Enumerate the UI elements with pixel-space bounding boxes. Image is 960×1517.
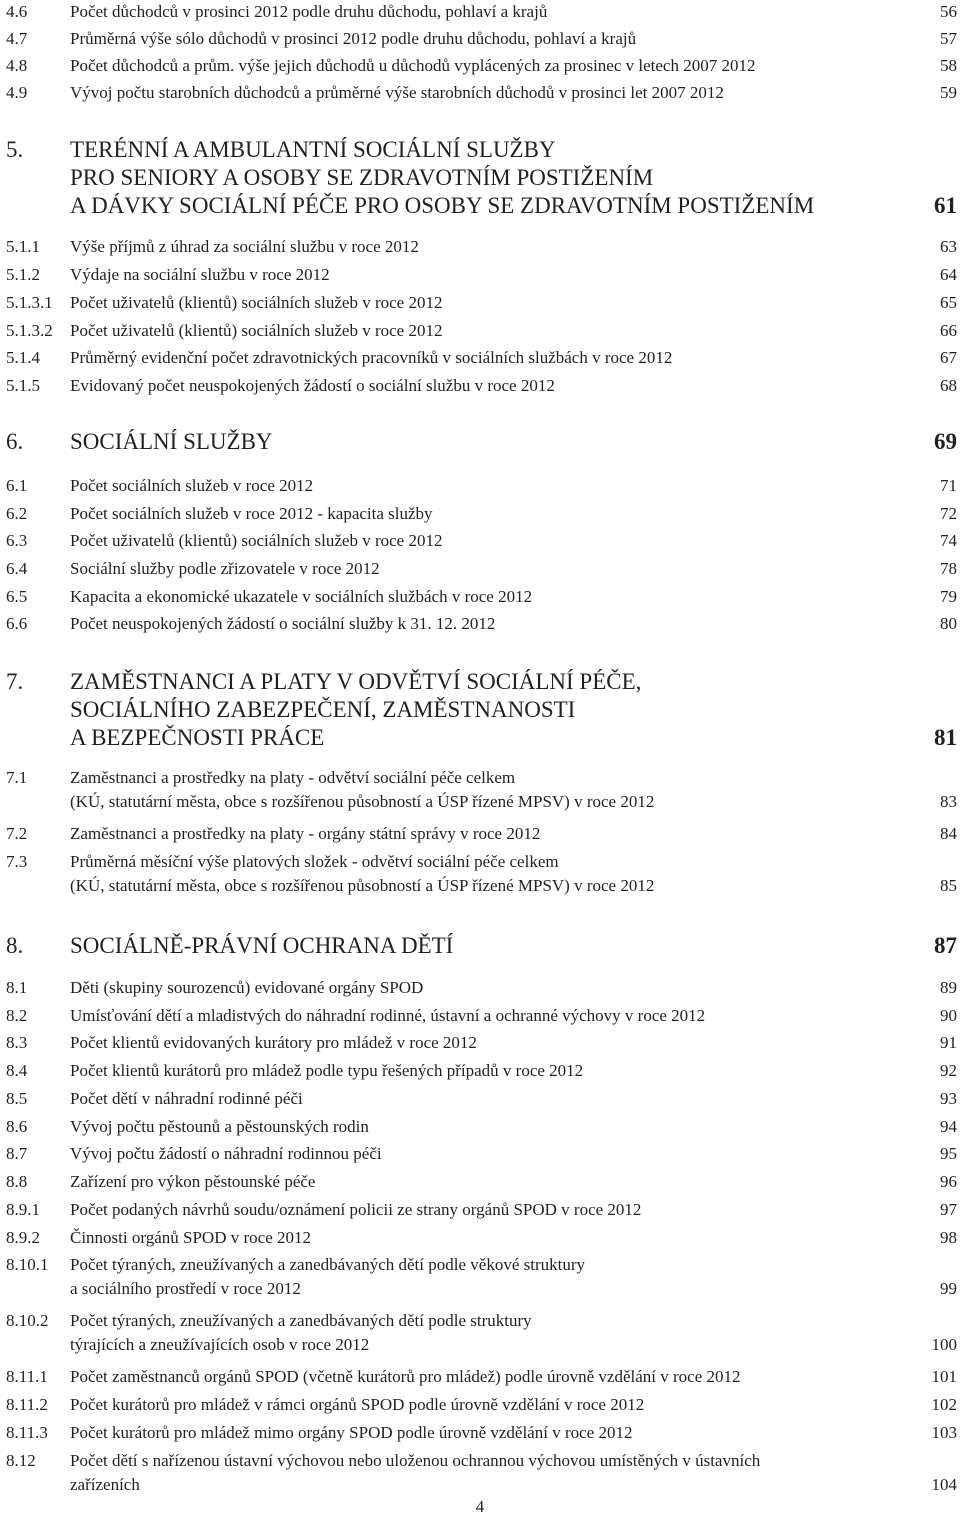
section-number: 6. bbox=[6, 429, 24, 454]
entry-number: 8.3 bbox=[6, 1033, 28, 1052]
entry-number: 7.3 bbox=[6, 852, 28, 871]
entry-title: Vývoj počtu žádostí o náhradní rodinnou péči bbox=[70, 1144, 382, 1163]
entry-page: 67 bbox=[940, 348, 957, 367]
entry-number: 8.1 bbox=[6, 978, 28, 997]
entry-number: 5.1.3.1 bbox=[6, 293, 53, 312]
entry-page: 56 bbox=[940, 2, 957, 21]
entry-page: 89 bbox=[940, 978, 957, 997]
entry-page: 83 bbox=[940, 792, 957, 811]
entry-page: 63 bbox=[940, 237, 957, 256]
entry-page: 71 bbox=[940, 476, 957, 495]
entry-number: 7.2 bbox=[6, 824, 28, 843]
entry-number: 5.1.4 bbox=[6, 348, 40, 367]
entry-number: 8.9.2 bbox=[6, 1228, 40, 1247]
entry-title: Sociální služby podle zřizovatele v roce 2012 bbox=[70, 559, 380, 578]
entry-title: Vývoj počtu pěstounů a pěstounských rodin bbox=[70, 1117, 369, 1136]
entry-title: Průměrná měsíční výše platových složek - odvětví sociální péče celkem (KÚ, statutární města, obce s rozšířenou působností a ÚSP řízené MPSV) v roce 2012 bbox=[70, 852, 655, 895]
entry-number: 8.9.1 bbox=[6, 1200, 40, 1219]
entry-title: Průměrná výše sólo důchodů v prosinci 2012 podle druhu důchodu, pohlaví a krajů bbox=[70, 29, 637, 48]
entry-page: 98 bbox=[940, 1228, 957, 1247]
entry-page: 72 bbox=[940, 504, 957, 523]
entry-number: 6.6 bbox=[6, 614, 28, 633]
entry-number: 6.5 bbox=[6, 587, 28, 606]
section-title: ZAMĚSTNANCI A PLATY V ODVĚTVÍ SOCIÁLNÍ PÉČE, SOCIÁLNÍHO ZABEZPEČENÍ, ZAMĚSTNANOSTI A BEZPEČNOSTI PRÁCE bbox=[70, 669, 642, 750]
entry-number: 8.4 bbox=[6, 1061, 28, 1080]
entry-title: Počet dětí s nařízenou ústavní výchovou nebo uloženou ochrannou výchovou umístěných v ústavních zařízeních bbox=[70, 1451, 761, 1494]
entry-number: 5.1.1 bbox=[6, 237, 40, 256]
section-number: 8. bbox=[6, 933, 24, 958]
entry-number: 8.2 bbox=[6, 1006, 28, 1025]
entry-title: Výše příjmů z úhrad za sociální službu v roce 2012 bbox=[70, 237, 419, 256]
entry-number: 5.1.3.2 bbox=[6, 321, 53, 340]
entry-page: 91 bbox=[940, 1033, 957, 1052]
section-page: 81 bbox=[934, 725, 957, 750]
entry-page: 102 bbox=[931, 1395, 957, 1414]
entry-page: 95 bbox=[940, 1144, 957, 1163]
entry-title: Zaměstnanci a prostředky na platy - orgány státní správy v roce 2012 bbox=[70, 824, 541, 843]
entry-number: 6.1 bbox=[6, 476, 28, 495]
entry-page: 74 bbox=[940, 531, 957, 550]
entry-page: 85 bbox=[940, 876, 957, 895]
entry-title: Děti (skupiny sourozenců) evidované orgány SPOD bbox=[70, 978, 424, 997]
entry-page: 104 bbox=[931, 1475, 957, 1494]
entry-page: 94 bbox=[940, 1117, 957, 1136]
entry-number: 8.10.1 bbox=[6, 1255, 49, 1274]
entry-title: Počet uživatelů (klientů) sociálních služeb v roce 2012 bbox=[70, 321, 443, 340]
entry-page: 79 bbox=[940, 587, 957, 606]
entry-page: 84 bbox=[940, 824, 957, 843]
entry-page: 100 bbox=[931, 1335, 957, 1354]
entry-page: 65 bbox=[940, 293, 957, 312]
section-number: 5. bbox=[6, 137, 24, 162]
section-title: TERÉNNÍ A AMBULANTNÍ SOCIÁLNÍ SLUŽBY PRO SENIORY A OSOBY SE ZDRAVOTNÍM POSTIŽENÍM A DÁVKY SOCIÁLNÍ PÉČE PRO OSOBY SE ZDRAVOTNÍM POSTIŽENÍM bbox=[70, 137, 815, 218]
section-number: 7. bbox=[6, 669, 24, 694]
page-number: 4 bbox=[475, 1497, 485, 1516]
entry-title: Počet zaměstnanců orgánů SPOD (včetně kurátorů pro mládež) podle úrovně vzdělání v roce 2012 bbox=[70, 1367, 741, 1386]
entry-title: Počet podaných návrhů soudu/oznámení policii ze strany orgánů SPOD v roce 2012 bbox=[70, 1200, 642, 1219]
entry-title: Počet uživatelů (klientů) sociálních služeb v roce 2012 bbox=[70, 293, 443, 312]
entry-page: 68 bbox=[940, 376, 957, 395]
entry-number: 8.7 bbox=[6, 1144, 28, 1163]
entry-number: 6.2 bbox=[6, 504, 28, 523]
entry-title: Výdaje na sociální službu v roce 2012 bbox=[70, 265, 330, 284]
entry-title: Počet klientů evidovaných kurátory pro mládež v roce 2012 bbox=[70, 1033, 477, 1052]
entry-number: 6.4 bbox=[6, 559, 28, 578]
entry-title: Vývoj počtu starobních důchodců a průměrné výše starobních důchodů v prosinci let 2007 2012 bbox=[70, 83, 724, 102]
entry-title: Zaměstnanci a prostředky na platy - odvětví sociální péče celkem (KÚ, statutární města, obce s rozšířenou působností a ÚSP řízené MPSV) v roce 2012 bbox=[70, 768, 655, 811]
entry-title: Počet klientů kurátorů pro mládež podle typu řešených případů v roce 2012 bbox=[70, 1061, 584, 1080]
entry-title: Umísťování dětí a mladistvých do náhradní rodinné, ústavní a ochranné výchovy v roce 2012 bbox=[70, 1006, 706, 1025]
entry-page: 57 bbox=[940, 29, 957, 48]
entry-number: 8.11.2 bbox=[6, 1395, 48, 1414]
entry-page: 92 bbox=[940, 1061, 957, 1080]
entry-title: Počet sociálních služeb v roce 2012 - kapacita služby bbox=[70, 504, 433, 523]
entry-page: 64 bbox=[940, 265, 957, 284]
entry-number: 8.8 bbox=[6, 1172, 28, 1191]
section-page: 69 bbox=[934, 429, 957, 454]
section-title: SOCIÁLNÍ SLUŽBY bbox=[70, 429, 273, 454]
entry-title: Počet kurátorů pro mládež v rámci orgánů SPOD podle úrovně vzdělání v roce 2012 bbox=[70, 1395, 645, 1414]
entry-page: 59 bbox=[940, 83, 957, 102]
entry-number: 4.9 bbox=[6, 83, 28, 102]
entry-number: 8.11.1 bbox=[6, 1367, 48, 1386]
entry-title: Kapacita a ekonomické ukazatele v sociálních službách v roce 2012 bbox=[70, 587, 533, 606]
section-page: 87 bbox=[934, 933, 957, 958]
entry-title: Počet týraných, zneužívaných a zanedbávaných dětí podle věkové struktury a sociálního prostředí v roce 2012 bbox=[70, 1255, 585, 1298]
entry-page: 90 bbox=[940, 1006, 957, 1025]
entry-number: 4.6 bbox=[6, 2, 28, 21]
entry-number: 5.1.5 bbox=[6, 376, 40, 395]
entry-number: 8.5 bbox=[6, 1089, 28, 1108]
entry-page: 66 bbox=[940, 321, 957, 340]
section-title: SOCIÁLNĚ-PRÁVNÍ OCHRANA DĚTÍ bbox=[70, 933, 454, 958]
entry-number: 4.7 bbox=[6, 29, 28, 48]
entry-title: Počet uživatelů (klientů) sociálních služeb v roce 2012 bbox=[70, 531, 443, 550]
entry-page: 101 bbox=[931, 1367, 957, 1386]
entry-page: 78 bbox=[940, 559, 957, 578]
entry-number: 6.3 bbox=[6, 531, 28, 550]
entry-number: 8.6 bbox=[6, 1117, 28, 1136]
entry-number: 5.1.2 bbox=[6, 265, 40, 284]
entry-number: 8.11.3 bbox=[6, 1423, 48, 1442]
entry-title: Počet dětí v náhradní rodinné péči bbox=[70, 1089, 303, 1108]
entry-page: 80 bbox=[940, 614, 957, 633]
entry-page: 58 bbox=[940, 56, 957, 75]
entry-title: Počet kurátorů pro mládež mimo orgány SPOD podle úrovně vzdělání v roce 2012 bbox=[70, 1423, 633, 1442]
entry-number: 8.12 bbox=[6, 1451, 36, 1470]
entry-title: Počet týraných, zneužívaných a zanedbávaných dětí podle struktury týrajících a zneužívajících osob v roce 2012 bbox=[70, 1311, 532, 1354]
entry-title: Počet neuspokojených žádostí o sociální služby k 31. 12. 2012 bbox=[70, 614, 496, 633]
entry-title: Zařízení pro výkon pěstounské péče bbox=[70, 1172, 316, 1191]
entry-page: 96 bbox=[940, 1172, 957, 1191]
entry-title: Činnosti orgánů SPOD v roce 2012 bbox=[70, 1228, 311, 1247]
entry-number: 7.1 bbox=[6, 768, 28, 787]
entry-page: 103 bbox=[931, 1423, 957, 1442]
entry-title: Průměrný evidenční počet zdravotnických pracovníků v sociálních službách v roce 2012 bbox=[70, 348, 673, 367]
entry-title: Počet důchodců a prům. výše jejich důchodů u důchodů vyplácených za prosinec v letech 2007 2012 bbox=[70, 56, 756, 75]
entry-page: 93 bbox=[940, 1089, 957, 1108]
section-page: 61 bbox=[934, 193, 957, 218]
entry-number: 8.10.2 bbox=[6, 1311, 49, 1330]
entry-title: Počet sociálních služeb v roce 2012 bbox=[70, 476, 314, 495]
entry-number: 4.8 bbox=[6, 56, 28, 75]
entry-title: Evidovaný počet neuspokojených žádostí o sociální službu v roce 2012 bbox=[70, 376, 555, 395]
entry-page: 97 bbox=[940, 1200, 957, 1219]
entry-page: 99 bbox=[940, 1279, 957, 1298]
entry-title: Počet důchodců v prosinci 2012 podle druhu důchodu, pohlaví a krajů bbox=[70, 2, 548, 21]
